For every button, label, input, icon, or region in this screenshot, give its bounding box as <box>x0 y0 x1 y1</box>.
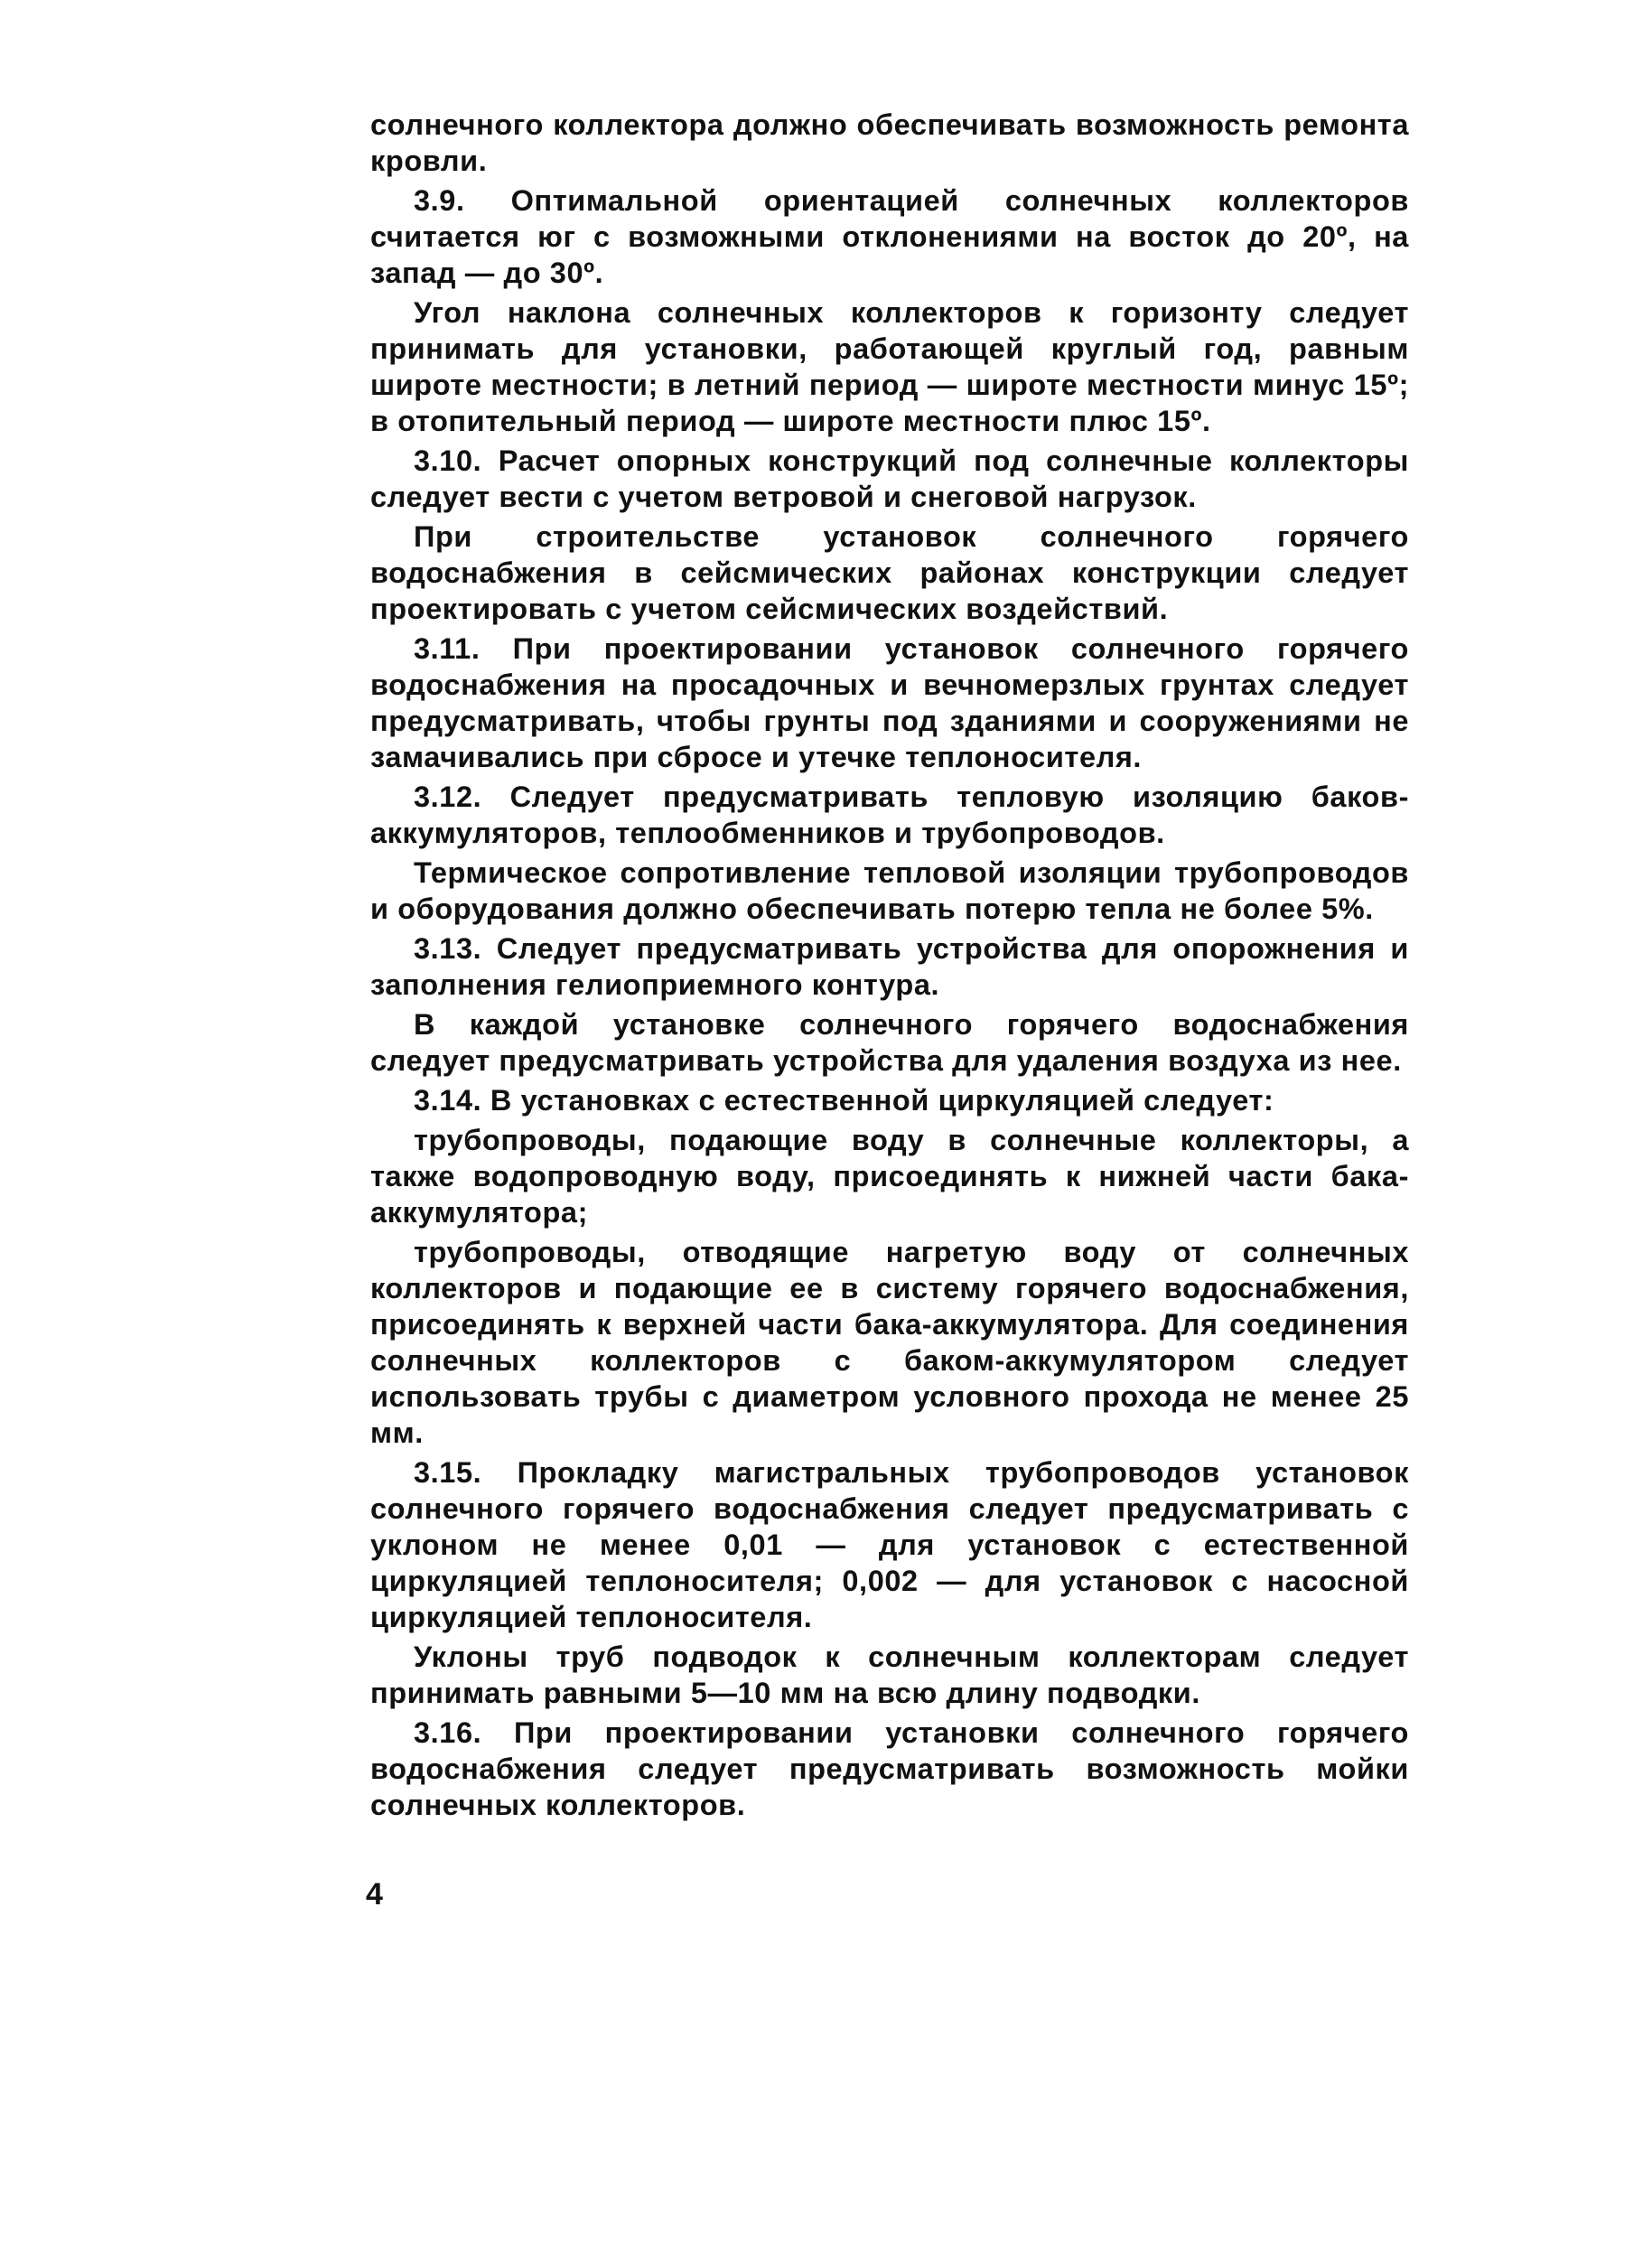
clause-3-9 <box>370 182 1409 291</box>
document-body <box>370 107 1409 1827</box>
clause-number: 3.14. <box>414 1084 482 1117</box>
clause-number: 3.12. <box>414 781 482 813</box>
clause-3-12 <box>370 779 1409 851</box>
clause-number: 3.9. <box>414 184 465 217</box>
clause-3-13 <box>370 930 1409 1003</box>
clause-3-14 <box>370 1082 1409 1118</box>
paragraph-seismic: При строительстве установок солнечного горячего водоснабжения в сейсмических районах конструкции следует проектировать с учетом сейсмических воздействий. <box>370 520 1409 625</box>
clause-number: 3.13. <box>414 932 482 965</box>
paragraph-outlet-pipes: трубопроводы, отводящие нагретую воду от солнечных коллекторов и подающие ее в систему горячего водоснабжения, присоединять к верхней части бака-аккумулятора. Для соединения солнечных коллекторов с баком-аккумулятором следует использовать трубы с диаметром условного прохода не менее 25 мм. <box>370 1236 1409 1449</box>
clause-number: 3.16. <box>414 1716 482 1749</box>
clause-text: Оптимальной ориентацией солнечных коллекторов считается юг с возможными отклонениями на восток до 20º, на запад — до 30º. <box>370 184 1409 289</box>
clause-number: 3.10. <box>414 444 482 477</box>
paragraph-pipe-slopes: Уклоны труб подводок к солнечным коллекторам следует принимать равными 5—10 мм на всю длину подводки. <box>370 1641 1409 1709</box>
paragraph-thermal-resistance: Термическое сопротивление тепловой изоляции трубопроводов и оборудования должно обеспечивать потерю тепла не более 5%. <box>370 856 1409 925</box>
paragraph-continuation: солнечного коллектора должно обеспечивать возможность ремонта кровли. <box>370 108 1409 177</box>
clause-3-16 <box>370 1715 1409 1823</box>
clause-number: 3.15. <box>414 1456 482 1489</box>
clause-text: При проектировании установок солнечного горячего водоснабжения на просадочных и вечномерзлых грунтах следует предусматривать, чтобы грунты под зданиями и сооружениями не замачивались при сбросе и утечке теплоносителя. <box>370 632 1409 773</box>
paragraph-tilt-angle: Угол наклона солнечных коллекторов к горизонту следует принимать для установки, работающей круглый год, равным широте местности; в летний период — широте местности минус 15º; в отопительный период — широте местности плюс 15º. <box>370 296 1409 437</box>
clause-text: Расчет опорных конструкций под солнечные коллекторы следует вести с учетом ветровой и снеговой нагрузок. <box>370 444 1409 513</box>
clause-number: 3.11. <box>414 632 481 665</box>
clause-text: Прокладку магистральных трубопроводов установок солнечного горячего водоснабжения следует предусматривать с уклоном не менее 0,01 — для установок с естественной циркуляцией теплоносителя; 0,002 — для установок с насосной циркуляцией теплоносителя. <box>370 1456 1409 1633</box>
page-number: 4 <box>366 1877 383 1912</box>
clause-text: В установках с естественной циркуляцией следует: <box>481 1084 1274 1117</box>
paragraph-air-removal: В каждой установке солнечного горячего водоснабжения следует предусматривать устройства для удаления воздуха из нее. <box>370 1008 1409 1077</box>
clause-text: Следует предусматривать тепловую изоляцию баков-аккумуляторов, теплообменников и трубопроводов. <box>370 781 1409 849</box>
clause-text: При проектировании установки солнечного горячего водоснабжения следует предусматривать возможность мойки солнечных коллекторов. <box>370 1716 1409 1821</box>
clause-3-15 <box>370 1454 1409 1635</box>
paragraph-supply-pipes: трубопроводы, подающие воду в солнечные коллекторы, а также водопроводную воду, присоединять к нижней части бака-аккумулятора; <box>370 1124 1409 1229</box>
clause-3-11 <box>370 631 1409 775</box>
clause-3-10 <box>370 443 1409 515</box>
clause-text: Следует предусматривать устройства для опорожнения и заполнения гелиоприемного контура. <box>370 932 1409 1001</box>
